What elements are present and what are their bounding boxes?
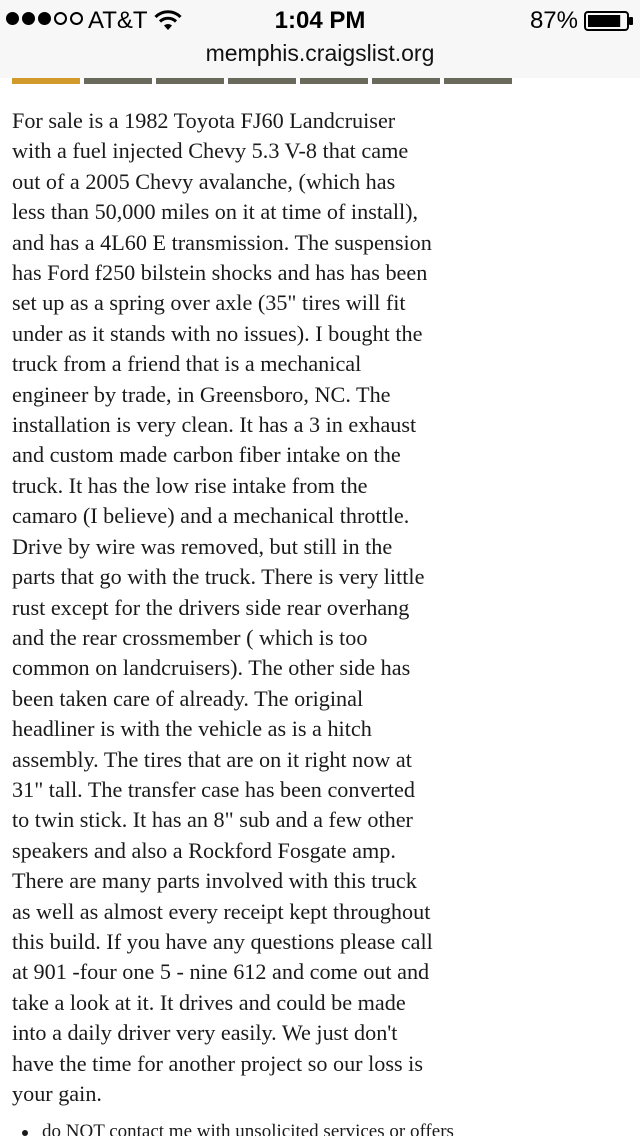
- body-text-line: to twin stick. It has an 8" sub and a few other: [12, 807, 413, 833]
- body-text-line: truck. It has the low rise intake from the: [12, 472, 368, 498]
- body-text-line: into a daily driver very easily. We just don't: [12, 1020, 398, 1046]
- body-text-line: installation is very clean. It has a 3 in exhaust: [12, 412, 417, 438]
- posting-body: [12, 106, 482, 1109]
- body-text-line: parts that go with the truck. There is very little: [12, 564, 425, 590]
- thumbnail[interactable]: [372, 78, 440, 84]
- browser-chrome: [0, 0, 640, 78]
- body-text-line: your gain.: [12, 1081, 102, 1106]
- thumbnail[interactable]: [84, 78, 152, 84]
- body-text-line: set up as a spring over axle (35" tires will fit: [12, 290, 406, 316]
- body-text-line: under as it stands with no issues). I bought the: [12, 320, 423, 346]
- body-text-line: camaro (I believe) and a mechanical throttle.: [12, 503, 410, 529]
- body-text-line: has Ford f250 bilstein shocks and has has been: [12, 260, 428, 286]
- body-text-line: assembly. The tires that are on it right now at: [12, 746, 412, 772]
- thumbnail[interactable]: [444, 78, 512, 84]
- body-text-line: take a look at it. It drives and could be made: [12, 989, 406, 1015]
- body-text-line: and has a 4L60 E transmission. The suspension: [12, 229, 432, 255]
- carrier-name: AT&T: [88, 7, 148, 34]
- body-text-line: For sale is a 1982 Toyota FJ60 Landcruiser: [12, 108, 396, 133]
- body-text-line: as well as almost every receipt kept throughout: [12, 898, 431, 924]
- thumbnail[interactable]: [12, 78, 80, 84]
- body-text-line: Drive by wire was removed, but still in the: [12, 533, 393, 559]
- thumbnail[interactable]: [228, 78, 296, 84]
- thumbnail[interactable]: [300, 78, 368, 84]
- body-text-line: common on landcruisers). The other side has: [12, 655, 411, 681]
- body-text-line: speakers and also a Rockford Fosgate amp.: [12, 837, 396, 863]
- battery-percentage: 87%: [529, 7, 578, 34]
- body-text-line: been taken care of already. The original: [12, 685, 364, 711]
- battery-icon: [584, 11, 634, 31]
- body-text-line: and the rear crossmember ( which is too: [12, 624, 368, 650]
- body-text-line: at 901 -four one 5 - nine 612 and come out and: [12, 959, 430, 985]
- status-bar: [0, 0, 640, 40]
- body-text-line: out of a 2005 Chevy avalanche, (which has: [12, 168, 396, 194]
- body-text-line: this build. If you have any questions please call: [12, 928, 433, 954]
- thumbnail[interactable]: [156, 78, 224, 84]
- body-text-line: less than 50,000 miles on it at time of install),: [12, 199, 419, 225]
- body-text-line: 31" tall. The transfer case has been converted: [12, 776, 415, 802]
- bullet-icon: [22, 1130, 28, 1136]
- body-text-line: with a fuel injected Chevy 5.3 V-8 that came: [12, 138, 409, 164]
- image-thumbnail-strip: [12, 78, 640, 84]
- body-text-line: engineer by trade, in Greensboro, NC. The: [12, 381, 391, 407]
- notice-list-item: [22, 1121, 454, 1136]
- address-bar[interactable]: memphis.craigslist.org: [205, 40, 435, 66]
- body-text-line: headliner is with the vehicle as is a hitch: [12, 716, 372, 742]
- body-text-line: rust except for the drivers side rear overhang: [12, 594, 410, 620]
- notice-text: do NOT contact me with unsolicited services or offers: [42, 1121, 454, 1136]
- body-text-line: truck from a friend that is a mechanical: [12, 351, 362, 377]
- clock: 1:04 PM: [274, 7, 366, 34]
- body-text-line: and custom made carbon fiber intake on the: [12, 442, 401, 468]
- body-text-line: There are many parts involved with this truck: [12, 868, 417, 894]
- body-text-line: have the time for another project so our loss is: [12, 1050, 423, 1076]
